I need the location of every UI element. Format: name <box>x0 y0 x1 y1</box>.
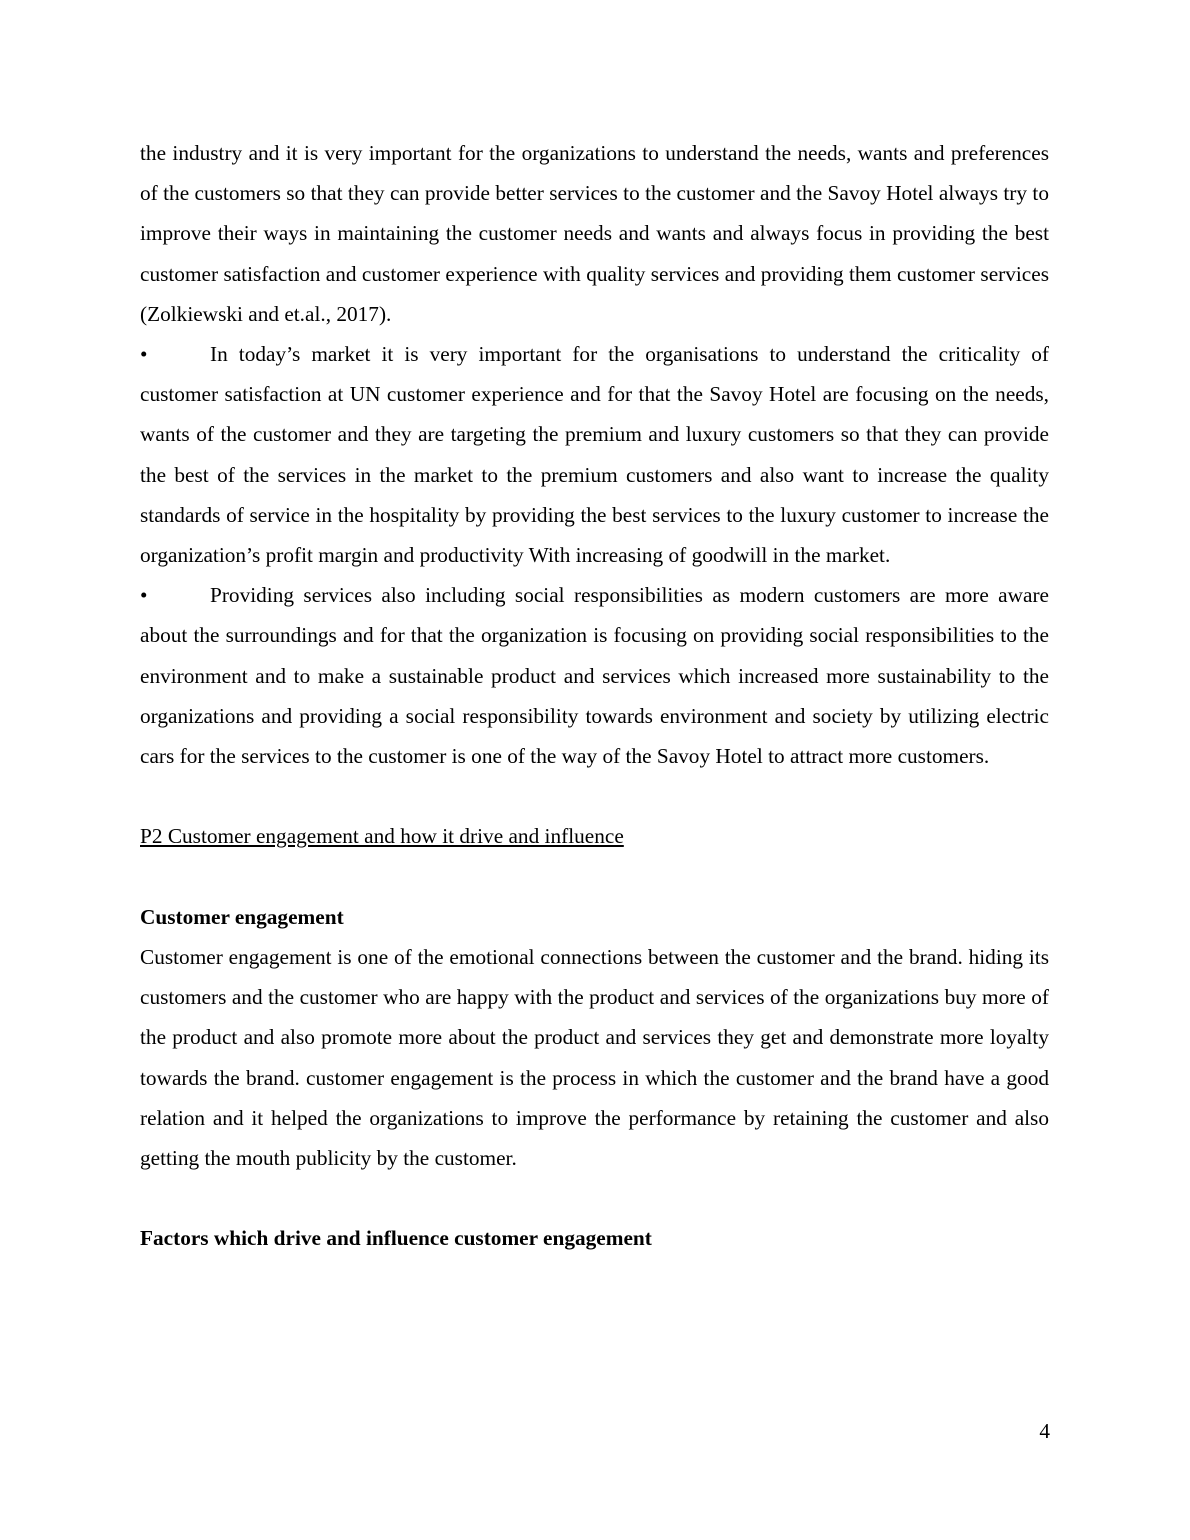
engagement-paragraph: Customer engagement is one of the emotional connections between the customer and the brand. hiding its customers and the customer who are happy with the product and services of the organizations buy more of the product and also promote more about the product and services they get and demonstrate more loyalty towards the brand. customer engagement is the process in which the customer and the brand have a good relation and it helped the organizations to improve the performance by retaining the customer and also getting the mouth publicity by the customer. <box>140 945 1049 1171</box>
page-number: 4 <box>1039 1419 1050 1443</box>
blank-line <box>140 776 1049 816</box>
bullet-item <box>140 575 1049 776</box>
section-heading: P2 Customer engagement and how it drive and influence <box>140 824 624 849</box>
bullet-item <box>140 334 1049 575</box>
blank-line <box>140 1178 1049 1218</box>
continuation-paragraph: the industry and it is very important for the organizations to understand the needs, wants and preferences of the customers so that they can provide better services to the customer and the Savoy Hotel always try to improve their ways in maintaining the customer needs and wants and always focus in providing the best customer satisfaction and customer experience with quality services and providing them customer services (Zolkiewski and et.al., 2017). <box>140 141 1049 326</box>
page-content <box>140 133 1049 1259</box>
bullet-text: Providing services also including social responsibilities as modern customers are more aware about the surroundings and for that the organization is focusing on providing social responsibilities to the environment and to make a sustainable product and services which increased more sustainability to the organizations and providing a social responsibility towards environment and society by utilizing electric cars for the services to the customer is one of the way of the Savoy Hotel to attract more customers. <box>140 583 1049 769</box>
subheading-customer-engagement: Customer engagement <box>140 904 344 929</box>
bullet-icon: • <box>140 583 148 608</box>
subheading-factors: Factors which drive and influence customer engagement <box>140 1226 652 1251</box>
blank-line <box>140 857 1049 897</box>
bullet-text: In today’s market it is very important for the organisations to understand the criticality of customer satisfaction at UN customer experience and for that the Savoy Hotel are focusing on the needs, wants of the customer and they are targeting the premium and luxury customers so that they can provide the best of the services in the market to the premium customers and also want to increase the quality standards of service in the hospitality by providing the best services to the luxury customer to increase the organization’s profit margin and productivity With increasing of goodwill in the market. <box>140 342 1049 568</box>
bullet-icon: • <box>140 342 148 367</box>
